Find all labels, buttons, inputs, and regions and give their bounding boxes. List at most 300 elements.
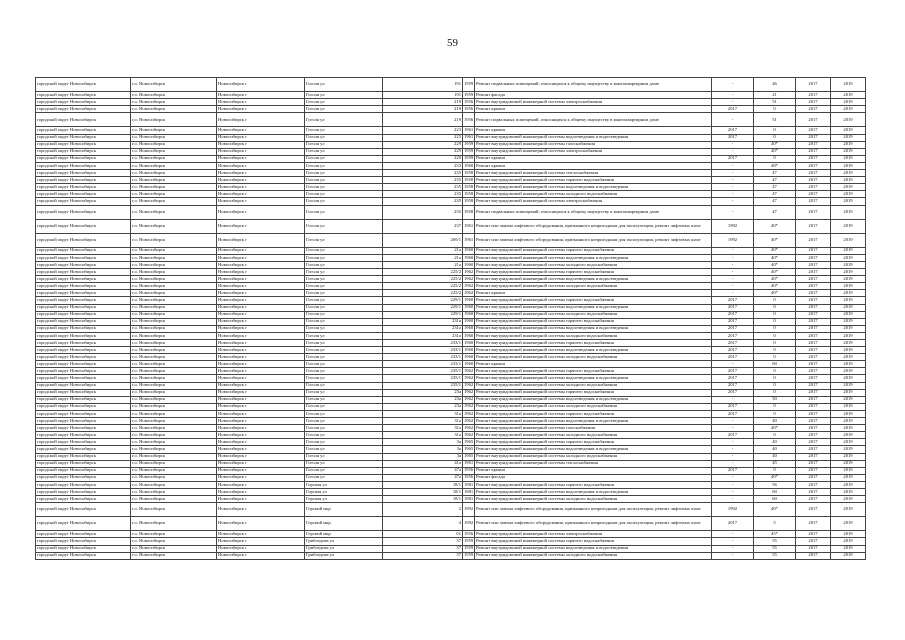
last-repair-year-cell: 2017 [712, 467, 754, 474]
wear-percent-cell: 40 [754, 439, 796, 446]
municipal-district-cell: городской округ Новосибирск [36, 552, 131, 559]
district-cell: г.о. Новосибирск [131, 304, 217, 311]
build-year-cell: 1959 [464, 545, 474, 551]
table-row [36, 198, 866, 205]
settlement-cell: Новосибирск г [217, 396, 305, 403]
plan-end-year-cell: 2019 [831, 254, 866, 261]
settlement-cell: Новосибирск г [217, 368, 305, 375]
build-year-cell: 1961 [464, 460, 474, 466]
work-type-cell: Ремонт или замена лифтового оборудования, признанного непригодным для эксплуатации, ремонт лифтовых шахт [475, 517, 712, 531]
street-cell: Гоголя ул [305, 290, 383, 297]
district-cell: г.о. Новосибирск [131, 99, 217, 106]
house-number-cell: 31а [383, 432, 463, 439]
work-type-cell: Ремонт внутридомовой инженерной системы холодного водоснабжения [475, 382, 712, 389]
street-cell: Гоголя ул [305, 191, 383, 198]
wear-percent-cell: 55 [754, 552, 796, 559]
settlement-cell: Новосибирск г [217, 205, 305, 219]
work-type-cell: Ремонт внутридомовой инженерной системы холодного водоснабжения [475, 332, 712, 339]
settlement-cell: Новосибирск г [217, 233, 305, 247]
plan-end-year-cell: 2019 [831, 517, 866, 531]
municipal-district-cell: городской округ Новосибирск [36, 155, 131, 162]
table-row [36, 247, 866, 254]
plan-start-year-cell: 2017 [796, 552, 831, 559]
table-row [36, 425, 866, 432]
street-cell: Гоголя ул [305, 418, 383, 425]
municipal-district-cell: городской округ Новосибирск [36, 247, 131, 254]
house-number-cell: 229 [383, 148, 463, 155]
street-cell: Гоголя ул [305, 446, 383, 453]
district-cell: г.о. Новосибирск [131, 148, 217, 155]
table-row [36, 233, 866, 247]
work-type-cell: Ремонт внутридомовой инженерной системы горячего водоснабжения [475, 247, 712, 254]
settlement-cell: Новосибирск г [217, 162, 305, 169]
build-year-cell: 1962 [464, 396, 474, 402]
district-cell: г.о. Новосибирск [131, 403, 217, 410]
street-cell: Гоголя ул [305, 354, 383, 361]
last-repair-year-cell: - [712, 552, 754, 559]
plan-start-year-cell: 2017 [796, 325, 831, 332]
street-cell: Гоголя ул [305, 247, 383, 254]
wear-percent-cell: 0 [754, 134, 796, 141]
last-repair-year-cell: - [712, 177, 754, 184]
district-cell: г.о. Новосибирск [131, 127, 217, 134]
plan-start-year-cell: 2017 [796, 361, 831, 368]
municipal-district-cell: городской округ Новосибирск [36, 488, 131, 495]
plan-end-year-cell: 2019 [831, 368, 866, 375]
plan-end-year-cell: 2019 [831, 453, 866, 460]
plan-end-year-cell: 2019 [831, 347, 866, 354]
table-row [36, 503, 866, 517]
plan-start-year-cell: 2017 [796, 99, 831, 106]
work-type-cell: Ремонт внутридомовой инженерной системы водоотведения и водоотведения [475, 446, 712, 453]
house-number-cell: 233/1 [383, 354, 463, 361]
work-type-cell: Ремонт крыши [475, 127, 712, 134]
settlement-cell: Новосибирск г [217, 432, 305, 439]
house-number-cell: 229/1 [383, 311, 463, 318]
wear-percent-cell: 40 [754, 418, 796, 425]
build-year-cell: 1962 [464, 275, 474, 281]
plan-end-year-cell: 2019 [831, 332, 866, 339]
work-type-cell: Ремонт или замена лифтового оборудования, признанного непригодным для эксплуатации, ремонт лифтовых шахт [475, 233, 712, 247]
table-row [36, 113, 866, 127]
table-row [36, 311, 866, 318]
plan-start-year-cell: 2017 [796, 354, 831, 361]
district-cell: г.о. Новосибирск [131, 233, 217, 247]
work-type-cell: Ремонт внутридомовой инженерной системы газоснабжения [475, 141, 712, 148]
table-row [36, 254, 866, 261]
municipal-district-cell: городской округ Новосибирск [36, 503, 131, 517]
work-type-cell: Ремонт крыши [475, 361, 712, 368]
last-repair-year-cell: 2017 [712, 375, 754, 382]
settlement-cell: Новосибирск г [217, 134, 305, 141]
street-cell: Грибоедова ул [305, 538, 383, 545]
last-repair-year-cell: 2017 [712, 106, 754, 113]
street-cell: Гоголя ул [305, 453, 383, 460]
settlement-cell: Новосибирск г [217, 283, 305, 290]
settlement-cell: Новосибирск г [217, 410, 305, 417]
wear-percent-cell: 47 [754, 177, 796, 184]
work-type-cell: Ремонт внутридомовой инженерной системы горячего водоснабжения [475, 177, 712, 184]
last-repair-year-cell: 2017 [712, 134, 754, 141]
district-cell: г.о. Новосибирск [131, 538, 217, 545]
settlement-cell: Новосибирск г [217, 184, 305, 191]
plan-start-year-cell: 2017 [796, 410, 831, 417]
repair-schedule-table [35, 77, 866, 560]
settlement-cell: Новосибирск г [217, 318, 305, 325]
table-row [36, 219, 866, 233]
plan-end-year-cell: 2019 [831, 552, 866, 559]
table-row [36, 177, 866, 184]
build-year-cell: 1961 [463, 233, 475, 247]
table-row [36, 545, 866, 552]
wear-percent-cell: 40* [754, 247, 796, 254]
house-number-cell: 219 [383, 113, 463, 127]
plan-start-year-cell: 2017 [796, 148, 831, 155]
plan-start-year-cell: 2017 [796, 446, 831, 453]
plan-end-year-cell: 2019 [831, 325, 866, 332]
table-row [36, 410, 866, 417]
district-cell: г.о. Новосибирск [131, 106, 217, 113]
settlement-cell: Новосибирск г [217, 361, 305, 368]
district-cell: г.о. Новосибирск [131, 368, 217, 375]
settlement-cell: Новосибирск г [217, 496, 305, 503]
wear-percent-cell: 0 [754, 347, 796, 354]
work-type-cell: Ремонт внутридомовой инженерной системы горячего водоснабжения [475, 389, 712, 396]
settlement-cell: Новосибирск г [217, 545, 305, 552]
municipal-district-cell: городской округ Новосибирск [36, 106, 131, 113]
plan-end-year-cell: 2019 [831, 439, 866, 446]
build-year-cell: 1960 [464, 254, 474, 260]
plan-end-year-cell: 2019 [831, 389, 866, 396]
table-row [36, 453, 866, 460]
municipal-district-cell: городской округ Новосибирск [36, 439, 131, 446]
plan-start-year-cell: 2017 [796, 283, 831, 290]
work-type-cell: Ремонт внутридомовой инженерной системы водоотведения и водоотведения [475, 375, 712, 382]
work-type-cell: Ремонт внутридомовой инженерной системы холодного водоснабжения [475, 191, 712, 198]
settlement-cell: Новосибирск г [217, 517, 305, 531]
municipal-district-cell: городской округ Новосибирск [36, 474, 131, 481]
district-cell: г.о. Новосибирск [131, 290, 217, 297]
district-cell: г.о. Новосибирск [131, 261, 217, 268]
work-type-cell: Ремонт внутридомовой инженерной системы газоснабжения [475, 425, 712, 432]
plan-end-year-cell: 2019 [831, 283, 866, 290]
plan-end-year-cell: 2019 [831, 432, 866, 439]
house-number-cell: 237 [383, 219, 463, 233]
street-cell: Гоголя ул [305, 184, 383, 191]
settlement-cell: Новосибирск г [217, 290, 305, 297]
table-body [36, 78, 866, 560]
plan-end-year-cell: 2019 [831, 425, 866, 432]
street-cell: Гоголя ул [305, 162, 383, 169]
wear-percent-cell: 40* [754, 254, 796, 261]
wear-percent-cell: 60 [754, 488, 796, 495]
build-year-cell: 1958 [464, 176, 474, 182]
house-number-cell: 3а [383, 439, 463, 446]
last-repair-year-cell: - [712, 205, 754, 219]
municipal-district-cell: городской округ Новосибирск [36, 453, 131, 460]
build-year-cell: 1962 [464, 289, 474, 295]
work-type-cell: Ремонт внутридомовой инженерной системы холодного водоснабжения [475, 403, 712, 410]
table-row [36, 474, 866, 481]
street-cell: Гоголя ул [305, 155, 383, 162]
wear-percent-cell: 0 [754, 340, 796, 347]
last-repair-year-cell: 2017 [712, 304, 754, 311]
district-cell: г.о. Новосибирск [131, 205, 217, 219]
municipal-district-cell: городской округ Новосибирск [36, 368, 131, 375]
build-year-cell: 1960 [464, 339, 474, 345]
house-number-cell: 235 [383, 205, 463, 219]
last-repair-year-cell: - [712, 453, 754, 460]
street-cell: Грибоедова ул [305, 545, 383, 552]
page-number: 59 [447, 37, 458, 49]
street-cell: Гоголя ул [305, 269, 383, 276]
plan-end-year-cell: 2019 [831, 354, 866, 361]
work-type-cell: Ремонт внутридомовой инженерной системы холодного водоснабжения [475, 261, 712, 268]
table-row [36, 340, 866, 347]
last-repair-year-cell: 2017 [712, 325, 754, 332]
house-number-cell: 229/1 [383, 297, 463, 304]
house-number-cell: 23а [383, 389, 463, 396]
settlement-cell: Новосибирск г [217, 467, 305, 474]
settlement-cell: Новосибирск г [217, 325, 305, 332]
work-type-cell: Ремонт внутридомовой инженерной системы водоотведения и водоотведения [475, 184, 712, 191]
last-repair-year-cell: - [712, 418, 754, 425]
last-repair-year-cell: - [712, 170, 754, 177]
street-cell: Гоголя ул [305, 92, 383, 99]
house-number-cell: 219 [383, 99, 463, 106]
build-year-cell: 1960 [464, 332, 474, 338]
street-cell: Гоголя ул [305, 368, 383, 375]
house-number-cell: 233/1 [383, 340, 463, 347]
district-cell: г.о. Новосибирск [131, 340, 217, 347]
municipal-district-cell: городской округ Новосибирск [36, 276, 131, 283]
settlement-cell: Новосибирск г [217, 418, 305, 425]
wear-percent-cell: 0 [754, 389, 796, 396]
settlement-cell: Новосибирск г [217, 177, 305, 184]
last-repair-year-cell: - [712, 439, 754, 446]
last-repair-year-cell: - [712, 545, 754, 552]
last-repair-year-cell: - [712, 474, 754, 481]
last-repair-year-cell: - [712, 141, 754, 148]
table-row [36, 403, 866, 410]
settlement-cell: Новосибирск г [217, 403, 305, 410]
wear-percent-cell: 21 [754, 92, 796, 99]
settlement-cell: Новосибирск г [217, 113, 305, 127]
plan-end-year-cell: 2019 [831, 134, 866, 141]
plan-start-year-cell: 2017 [796, 304, 831, 311]
table-row [36, 361, 866, 368]
build-year-cell: 1981 [464, 495, 474, 501]
last-repair-year-cell: - [712, 538, 754, 545]
municipal-district-cell: городской округ Новосибирск [36, 261, 131, 268]
district-cell: г.о. Новосибирск [131, 191, 217, 198]
street-cell: Гоголя ул [305, 340, 383, 347]
municipal-district-cell: городской округ Новосибирск [36, 467, 131, 474]
plan-start-year-cell: 2017 [796, 106, 831, 113]
district-cell: г.о. Новосибирск [131, 162, 217, 169]
table-row [36, 261, 866, 268]
street-cell: Гоголя ул [305, 467, 383, 474]
plan-start-year-cell: 2017 [796, 481, 831, 488]
plan-end-year-cell: 2019 [831, 155, 866, 162]
district-cell: г.о. Новосибирск [131, 283, 217, 290]
last-repair-year-cell: 2017 [712, 311, 754, 318]
street-cell: Горский мкр [305, 531, 383, 538]
build-year-cell: 1960 [464, 318, 474, 324]
settlement-cell: Новосибирск г [217, 170, 305, 177]
street-cell: Гоголя ул [305, 177, 383, 184]
plan-end-year-cell: 2019 [831, 233, 866, 247]
municipal-district-cell: городской округ Новосибирск [36, 148, 131, 155]
plan-end-year-cell: 2019 [831, 545, 866, 552]
work-type-cell: Ремонт внутридомовой инженерной системы горячего водоснабжения [475, 481, 712, 488]
settlement-cell: Новосибирск г [217, 92, 305, 99]
district-cell: г.о. Новосибирск [131, 446, 217, 453]
wear-percent-cell: 55 [754, 538, 796, 545]
plan-start-year-cell: 2017 [796, 439, 831, 446]
wear-percent-cell: 40* [754, 233, 796, 247]
district-cell: г.о. Новосибирск [131, 155, 217, 162]
plan-start-year-cell: 2017 [796, 488, 831, 495]
build-year-cell: 1958 [464, 190, 474, 196]
work-type-cell: Ремонт крыши [475, 290, 712, 297]
plan-start-year-cell: 2017 [796, 467, 831, 474]
municipal-district-cell: городской округ Новосибирск [36, 340, 131, 347]
district-cell: г.о. Новосибирск [131, 297, 217, 304]
build-year-cell: 1958 [464, 198, 474, 204]
plan-end-year-cell: 2019 [831, 375, 866, 382]
work-type-cell: Ремонт внутридомовой инженерной системы водоотведения и водоотведения [475, 418, 712, 425]
settlement-cell: Новосибирск г [217, 191, 305, 198]
plan-end-year-cell: 2019 [831, 219, 866, 233]
build-year-cell: 1992 [463, 517, 475, 531]
municipal-district-cell: городской округ Новосибирск [36, 269, 131, 276]
last-repair-year-cell: - [712, 531, 754, 538]
last-repair-year-cell: - [712, 92, 754, 99]
wear-percent-cell: 47 [754, 170, 796, 177]
district-cell: г.о. Новосибирск [131, 460, 217, 467]
district-cell: г.о. Новосибирск [131, 170, 217, 177]
wear-percent-cell: 40* [754, 283, 796, 290]
street-cell: Горский мкр [305, 517, 383, 531]
district-cell: г.о. Новосибирск [131, 375, 217, 382]
build-year-cell: 1962 [464, 431, 474, 437]
build-year-cell: 1960 [464, 162, 474, 168]
house-number-cell: 31а [383, 425, 463, 432]
wear-percent-cell: 40* [754, 290, 796, 297]
house-number-cell: 37 [383, 538, 463, 545]
last-repair-year-cell: 2017 [712, 155, 754, 162]
settlement-cell: Новосибирск г [217, 254, 305, 261]
district-cell: г.о. Новосибирск [131, 545, 217, 552]
district-cell: г.о. Новосибирск [131, 382, 217, 389]
build-year-cell: 1960 [464, 311, 474, 317]
last-repair-year-cell: - [712, 396, 754, 403]
work-type-cell: Ремонт внутридомовой инженерной системы холодного водоснабжения [475, 453, 712, 460]
house-number-cell: 231а [383, 325, 463, 332]
wear-percent-cell: 0 [754, 332, 796, 339]
work-type-cell: Ремонт подвальных помещений, относящихся к общему имуществу в многоквартирном доме [475, 113, 712, 127]
work-type-cell: Ремонт крыши [475, 467, 712, 474]
build-year-cell: 1992 [463, 503, 475, 517]
district-cell: г.о. Новосибирск [131, 453, 217, 460]
house-number-cell: 191 [383, 78, 463, 92]
plan-start-year-cell: 2017 [796, 418, 831, 425]
plan-start-year-cell: 2017 [796, 113, 831, 127]
plan-start-year-cell: 2017 [796, 389, 831, 396]
district-cell: г.о. Новосибирск [131, 354, 217, 361]
table-row [36, 162, 866, 169]
district-cell: г.о. Новосибирск [131, 389, 217, 396]
wear-percent-cell: 47 [754, 184, 796, 191]
work-type-cell: Ремонт внутридомовой инженерной системы водоотведения и водоотведения [475, 545, 712, 552]
table-row [36, 517, 866, 531]
table-row [36, 375, 866, 382]
plan-start-year-cell: 2017 [796, 332, 831, 339]
work-type-cell: Ремонт фасада [475, 474, 712, 481]
work-type-cell: Ремонт или замена лифтового оборудования, признанного непригодным для эксплуатации, ремонт лифтовых шахт [475, 219, 712, 233]
municipal-district-cell: городской округ Новосибирск [36, 460, 131, 467]
wear-percent-cell: 45* [754, 531, 796, 538]
plan-end-year-cell: 2019 [831, 446, 866, 453]
build-year-cell: 1961 [464, 134, 474, 140]
table-row [36, 325, 866, 332]
street-cell: Гоголя ул [305, 425, 383, 432]
street-cell: Горский мкр [305, 503, 383, 517]
district-cell: г.о. Новосибирск [131, 318, 217, 325]
plan-start-year-cell: 2017 [796, 141, 831, 148]
house-number-cell: 233/1 [383, 361, 463, 368]
work-type-cell: Ремонт внутридомовой инженерной системы электроснабжения [475, 198, 712, 205]
settlement-cell: Новосибирск г [217, 488, 305, 495]
build-year-cell: 1961 [463, 219, 475, 233]
work-type-cell: Ремонт внутридомовой инженерной системы горячего водоснабжения [475, 410, 712, 417]
settlement-cell: Новосибирск г [217, 340, 305, 347]
plan-end-year-cell: 2019 [831, 467, 866, 474]
street-cell: Гоголя ул [305, 276, 383, 283]
last-repair-year-cell: 1992 [712, 219, 754, 233]
build-year-cell: 1962 [464, 268, 474, 274]
wear-percent-cell: 0 [754, 368, 796, 375]
work-type-cell: Ремонт внутридомовой инженерной системы водоотведения и водоотведения [475, 347, 712, 354]
plan-start-year-cell: 2017 [796, 254, 831, 261]
table-row [36, 460, 866, 467]
municipal-district-cell: городской округ Новосибирск [36, 418, 131, 425]
plan-start-year-cell: 2017 [796, 340, 831, 347]
table-row [36, 552, 866, 559]
house-number-cell: 223 [383, 127, 463, 134]
house-number-cell: 229 [383, 155, 463, 162]
house-number-cell: 31а [383, 418, 463, 425]
last-repair-year-cell: - [712, 247, 754, 254]
plan-start-year-cell: 2017 [796, 432, 831, 439]
table-row [36, 78, 866, 92]
last-repair-year-cell: - [712, 191, 754, 198]
work-type-cell: Ремонт внутридомовой инженерной системы водоотведения и водоотведения [475, 325, 712, 332]
build-year-cell: 1962 [464, 382, 474, 388]
district-cell: г.о. Новосибирск [131, 481, 217, 488]
plan-end-year-cell: 2019 [831, 269, 866, 276]
settlement-cell: Новосибирск г [217, 106, 305, 113]
house-number-cell: 235 [383, 184, 463, 191]
build-year-cell: 1959 [464, 148, 474, 154]
plan-start-year-cell: 2017 [796, 184, 831, 191]
table-row [36, 467, 866, 474]
wear-percent-cell: 51 [754, 113, 796, 127]
table-row [36, 538, 866, 545]
build-year-cell: 1959 [464, 91, 474, 97]
district-cell: г.о. Новосибирск [131, 474, 217, 481]
